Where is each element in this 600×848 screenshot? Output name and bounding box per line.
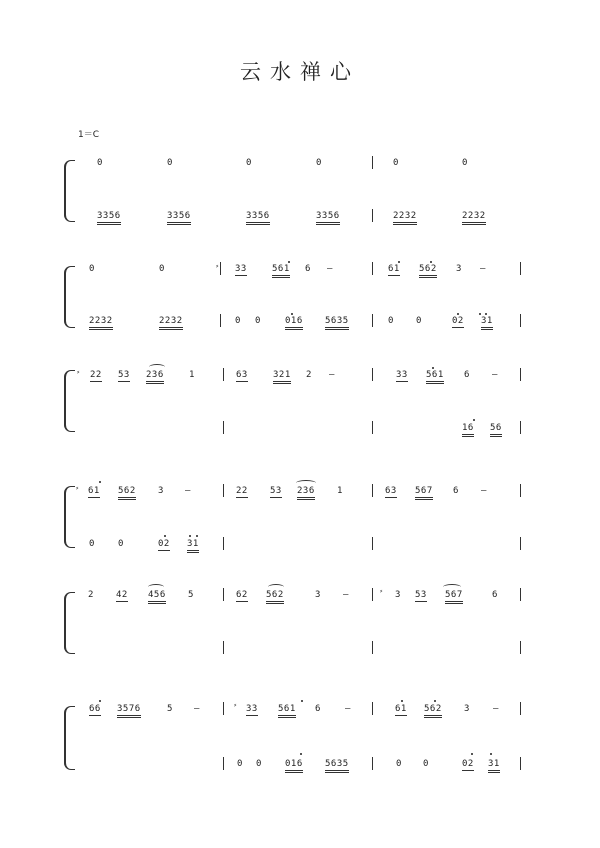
octave-dot xyxy=(432,367,434,369)
barline xyxy=(220,262,221,275)
barline xyxy=(520,368,521,381)
barline xyxy=(223,421,224,434)
upper-note: 1 xyxy=(337,486,343,496)
upper-note: 2 xyxy=(88,590,94,600)
upper-note: 62 xyxy=(236,590,248,600)
barline xyxy=(223,641,224,654)
upper-note: 61 xyxy=(88,486,100,496)
barline xyxy=(520,702,521,715)
barline xyxy=(220,314,221,327)
octave-dot xyxy=(485,313,487,315)
octave-dot xyxy=(288,261,290,263)
upper-note: 0 xyxy=(316,158,322,168)
barline xyxy=(520,421,521,434)
upper-note: 3 xyxy=(158,486,164,496)
upper-note: 33 xyxy=(246,704,258,714)
octave-dot xyxy=(398,261,400,263)
upper-note: — xyxy=(492,370,498,380)
upper-note: 2 xyxy=(306,370,312,380)
upper-note: 0 xyxy=(462,158,468,168)
upper-note: 63 xyxy=(385,486,397,496)
upper-note: 61 xyxy=(395,704,407,714)
upper-note: 561 xyxy=(278,704,296,718)
ornament-mark: ⸗ xyxy=(77,368,80,376)
octave-dot xyxy=(99,481,101,483)
upper-note: 0 xyxy=(246,158,252,168)
upper-note: 0 xyxy=(89,264,95,274)
slur-tie xyxy=(268,584,284,590)
octave-dot xyxy=(490,753,492,755)
slur-tie xyxy=(149,364,165,370)
upper-note: 66 xyxy=(89,704,101,714)
system-brace xyxy=(64,266,75,328)
lower-note: 3356 xyxy=(316,211,340,225)
barline xyxy=(223,368,224,381)
upper-note: — xyxy=(480,264,486,274)
barline xyxy=(223,757,224,770)
octave-dot xyxy=(473,419,475,421)
upper-note: 0 xyxy=(159,264,165,274)
barline xyxy=(520,314,521,327)
upper-note: 561 xyxy=(272,264,290,278)
upper-note: 6 xyxy=(453,486,459,496)
upper-note: 61 xyxy=(388,264,400,274)
barline xyxy=(223,484,224,497)
barline xyxy=(520,757,521,770)
upper-note: 567 xyxy=(445,590,463,604)
barline xyxy=(520,588,521,601)
barline xyxy=(223,537,224,550)
upper-note: 0 xyxy=(97,158,103,168)
key-signature: 1＝C xyxy=(78,130,100,140)
system-brace xyxy=(64,160,75,222)
lower-note: 0 xyxy=(118,539,124,549)
octave-dot xyxy=(471,753,473,755)
octave-dot xyxy=(189,535,191,537)
upper-note: 321 xyxy=(273,370,291,384)
upper-note: 236 xyxy=(297,486,315,500)
lower-note: 0 xyxy=(416,316,422,326)
barline xyxy=(372,209,373,222)
octave-dot xyxy=(99,700,101,702)
octave-dot xyxy=(479,313,481,315)
upper-note: 562 xyxy=(266,590,284,604)
lower-note: 0 xyxy=(396,759,402,769)
ornament-mark: ⸗ xyxy=(234,701,237,709)
lower-note: 0 xyxy=(255,316,261,326)
lower-note: 0 xyxy=(388,316,394,326)
system-brace xyxy=(64,370,75,432)
upper-note: 1 xyxy=(189,370,195,380)
ornament-mark: ⸗ xyxy=(76,484,79,492)
barline xyxy=(372,702,373,715)
upper-note: 456 xyxy=(148,590,166,604)
ornament-mark: ⸗ xyxy=(216,262,219,270)
upper-note: 6 xyxy=(305,264,311,274)
barline xyxy=(520,537,521,550)
upper-note: 3 xyxy=(315,590,321,600)
lower-note: 0 xyxy=(235,316,241,326)
barline xyxy=(372,757,373,770)
upper-note: 33 xyxy=(235,264,247,274)
barline xyxy=(372,484,373,497)
lower-note: 2232 xyxy=(462,211,486,225)
barline xyxy=(372,156,373,169)
lower-note: 2232 xyxy=(393,211,417,225)
barline xyxy=(520,262,521,275)
lower-note: 02 xyxy=(452,316,464,326)
upper-note: — xyxy=(343,590,349,600)
upper-note: 63 xyxy=(236,370,248,380)
barline xyxy=(520,641,521,654)
slur-tie xyxy=(148,584,164,590)
upper-note: 567 xyxy=(415,486,433,500)
lower-note: 3356 xyxy=(246,211,270,225)
lower-note: 56 xyxy=(490,423,502,437)
upper-note: 53 xyxy=(415,590,427,600)
barline xyxy=(520,484,521,497)
upper-note: 6 xyxy=(492,590,498,600)
lower-note: 5635 xyxy=(325,316,349,330)
upper-note: 562 xyxy=(118,486,136,500)
lower-note: 16 xyxy=(462,423,474,437)
upper-note: 0 xyxy=(393,158,399,168)
octave-dot xyxy=(196,535,198,537)
system-brace xyxy=(64,706,75,770)
upper-note: 5 xyxy=(188,590,194,600)
upper-note: 561 xyxy=(426,370,444,384)
upper-note: 3 xyxy=(395,590,401,600)
lower-note: 2232 xyxy=(89,316,113,330)
lower-note: 0 xyxy=(423,759,429,769)
slur-tie xyxy=(443,584,461,590)
upper-note: — xyxy=(481,486,487,496)
lower-note: 3356 xyxy=(167,211,191,225)
barline xyxy=(372,368,373,381)
upper-note: 236 xyxy=(146,370,164,384)
upper-note: — xyxy=(327,264,333,274)
upper-note: 3 xyxy=(464,704,470,714)
upper-note: 42 xyxy=(116,590,128,600)
upper-note: 3 xyxy=(456,264,462,274)
barline xyxy=(223,702,224,715)
lower-note: 02 xyxy=(158,539,170,549)
lower-note: 0 xyxy=(89,539,95,549)
lower-note: 016 xyxy=(285,316,303,330)
upper-note: 22 xyxy=(236,486,248,496)
upper-note: — xyxy=(345,704,351,714)
upper-note: 5 xyxy=(167,704,173,714)
lower-note: 02 xyxy=(462,759,474,769)
upper-note: — xyxy=(493,704,499,714)
lower-note: 3356 xyxy=(97,211,121,225)
upper-note: — xyxy=(194,704,200,714)
octave-dot xyxy=(434,700,436,702)
lower-note: 0 xyxy=(256,759,262,769)
page-title: 云水禅心 xyxy=(240,60,360,84)
barline xyxy=(372,588,373,601)
upper-note: 33 xyxy=(396,370,408,380)
octave-dot xyxy=(301,700,303,702)
octave-dot xyxy=(430,261,432,263)
ornament-mark: ⸗ xyxy=(380,587,383,595)
barline xyxy=(372,314,373,327)
lower-note: 016 xyxy=(285,759,303,773)
upper-note: 0 xyxy=(167,158,173,168)
lower-note: 0 xyxy=(237,759,243,769)
barline xyxy=(372,537,373,550)
upper-note: — xyxy=(329,370,335,380)
lower-note: 31 xyxy=(187,539,199,553)
upper-note: 562 xyxy=(419,264,437,278)
barline xyxy=(372,421,373,434)
barline xyxy=(223,588,224,601)
octave-dot xyxy=(457,313,459,315)
upper-note: 562 xyxy=(424,704,442,718)
upper-note: 6 xyxy=(464,370,470,380)
lower-note: 2232 xyxy=(159,316,183,330)
system-brace xyxy=(64,592,75,654)
octave-dot xyxy=(401,700,403,702)
slur-tie xyxy=(296,480,316,486)
barline xyxy=(372,641,373,654)
upper-note: 53 xyxy=(118,370,130,380)
barline xyxy=(372,262,373,275)
upper-note: 22 xyxy=(90,370,102,380)
octave-dot xyxy=(164,535,166,537)
octave-dot xyxy=(291,313,293,315)
upper-note: 6 xyxy=(315,704,321,714)
upper-note: 53 xyxy=(270,486,282,496)
upper-note: — xyxy=(185,486,191,496)
lower-note: 31 xyxy=(481,316,493,330)
lower-note: 31 xyxy=(488,759,500,773)
upper-note: 3576 xyxy=(117,704,141,718)
octave-dot xyxy=(300,753,302,755)
system-brace xyxy=(64,486,75,548)
lower-note: 5635 xyxy=(325,759,349,773)
